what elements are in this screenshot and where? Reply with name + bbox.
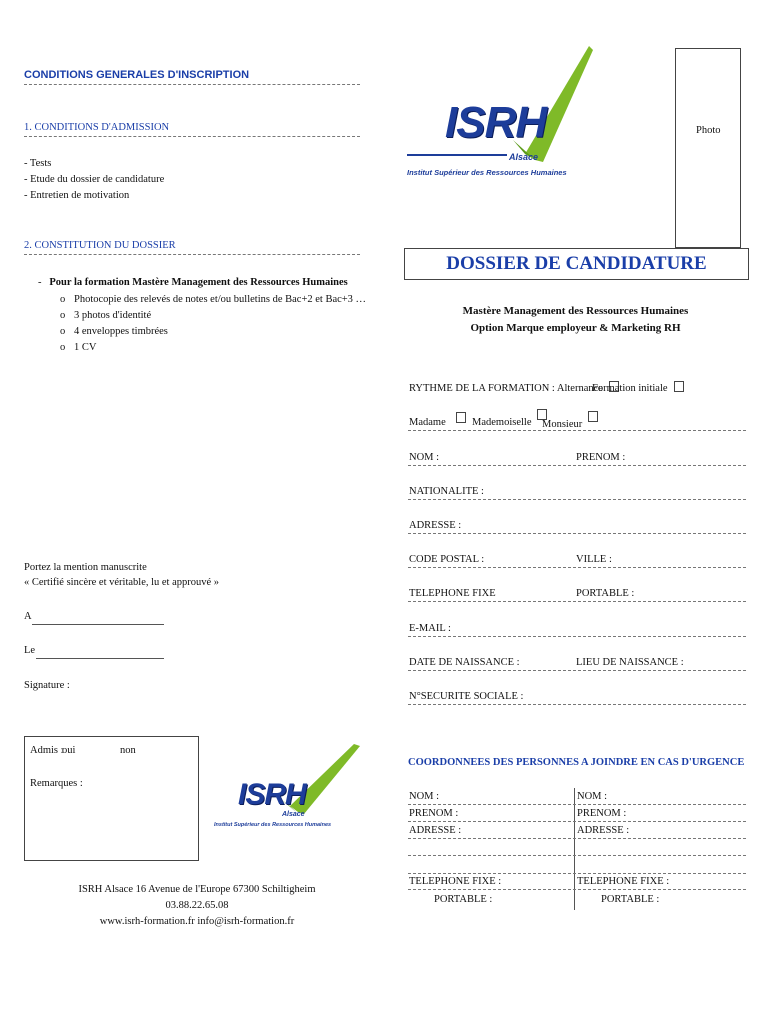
list-item: o 1 CV [60, 340, 366, 356]
dossier-title: DOSSIER DE CANDIDATURE [446, 253, 707, 274]
divider [24, 84, 360, 85]
securite-sociale-field[interactable] [408, 686, 746, 705]
urgence-nom-field[interactable] [408, 789, 746, 805]
urgence-adresse-line-3[interactable] [408, 858, 746, 874]
logo-subtitle: Institut Supérieur des Ressources Humaines [407, 168, 567, 177]
email-field[interactable] [408, 618, 746, 637]
footer [60, 882, 334, 930]
logo-name: ISRH [445, 98, 547, 147]
footer-address: ISRH Alsace 16 Avenue de l'Europe 67300 Schiltigheim [78, 884, 316, 895]
list-item: o 4 enveloppes timbrées [60, 324, 366, 340]
admission-title: 1. CONDITIONS D'ADMISSION [24, 122, 170, 133]
code-postal-field[interactable] [408, 549, 746, 568]
urgence-prenom-label-2: PRENOM : [577, 808, 627, 819]
logo-region: Alsace [509, 152, 539, 162]
date-naissance-label: DATE DE NAISSANCE : [409, 657, 520, 668]
formation-initiale-row [592, 381, 684, 394]
urgence-adresse-line-2[interactable] [408, 840, 746, 856]
photo-box[interactable] [675, 48, 741, 248]
le-label: Le [24, 645, 36, 656]
formation-initiale-checkbox[interactable] [674, 381, 684, 392]
mention-line: Portez la mention manuscrite [24, 562, 147, 573]
logo-name: ISRH [238, 778, 306, 811]
admis-oui: oui [62, 745, 76, 756]
admission-list [24, 156, 164, 204]
formation-label: Pour la formation Mastère Management des Ressources Humaines [49, 277, 348, 288]
urgence-adresse-field[interactable] [408, 823, 746, 839]
urgence-telephone-label-1: TELEPHONE FIXE : [409, 876, 502, 887]
signature-label: Signature : [24, 680, 70, 691]
le-field-line[interactable] [36, 658, 164, 659]
divider [24, 254, 360, 255]
list-item: - Tests [24, 158, 52, 169]
urgence-portable-label-1: PORTABLE : [434, 894, 493, 905]
dossier-title-box [404, 248, 749, 280]
code-postal-label: CODE POSTAL : [409, 554, 485, 565]
urgence-telephone-label-2: TELEPHONE FIXE : [577, 876, 670, 887]
email-label: E-MAIL : [409, 623, 451, 634]
rythme-label: RYTHME DE LA FORMATION : Alternance [409, 383, 603, 394]
a-label: A [24, 611, 32, 622]
footer-phone: 03.88.22.65.08 [165, 900, 229, 911]
prenom-label: PRENOM : [576, 452, 626, 463]
civility-row [408, 412, 746, 431]
logo-underline [407, 154, 507, 156]
urgence-nom-label-2: NOM : [577, 791, 608, 802]
monsieur-option [542, 411, 598, 430]
dash-bullet: - [38, 277, 50, 288]
isrh-logo [405, 44, 605, 184]
adresse-label: ADRESSE : [409, 520, 462, 531]
portable-label: PORTABLE : [576, 588, 635, 599]
logo-subtitle: Institut Supérieur des Ressources Humaines [214, 822, 332, 828]
list-item: o 3 photos d'identité [60, 308, 366, 324]
admis-label: Admis : [30, 745, 64, 756]
ville-label: VILLE : [576, 554, 612, 565]
logo-region: Alsace [282, 811, 305, 818]
madame-checkbox[interactable] [456, 412, 466, 423]
divider [24, 136, 360, 137]
urgence-title: COORDONNEES DES PERSONNES A JOINDRE EN CAS D'URGENCE [408, 757, 745, 768]
a-field-line[interactable] [32, 624, 164, 625]
formation-initiale-label: Formation initiale [592, 383, 668, 394]
conditions-title: CONDITIONS GENERALES D'INSCRIPTION [24, 69, 250, 81]
mention-block [24, 560, 219, 590]
madame-label: Madame [409, 417, 446, 428]
constitution-title: 2. CONSTITUTION DU DOSSIER [24, 240, 176, 251]
formation-line [38, 277, 348, 288]
lieu-naissance-label: LIEU DE NAISSANCE : [576, 657, 684, 668]
telephone-field[interactable] [408, 583, 746, 602]
documents-list [60, 292, 366, 356]
mademoiselle-label: Mademoiselle [472, 417, 532, 428]
urgence-telephone-field[interactable] [408, 874, 746, 890]
program-line: Mastère Management des Ressources Humaines [462, 305, 689, 317]
list-item: - Etude du dossier de candidature [24, 174, 165, 185]
nom-label: NOM : [409, 452, 440, 463]
admin-box [24, 736, 199, 861]
remarques-label: Remarques : [30, 778, 83, 789]
footer-web: www.isrh-formation.fr info@isrh-formation.fr [99, 916, 295, 927]
urgence-prenom-field[interactable] [408, 806, 746, 822]
telephone-label: TELEPHONE FIXE [409, 588, 496, 599]
rythme-row [409, 381, 619, 394]
urgence-adresse-label-2: ADRESSE : [577, 825, 630, 836]
program-line: Option Marque employeur & Marketing RH [470, 322, 681, 334]
urgence-prenom-label-1: PRENOM : [409, 808, 459, 819]
program-block [404, 303, 747, 337]
admis-non: non [120, 745, 136, 756]
monsieur-checkbox[interactable] [588, 411, 598, 422]
urgence-portable-label-2: PORTABLE : [601, 894, 660, 905]
naissance-field[interactable] [408, 652, 746, 671]
monsieur-label: Monsieur [542, 419, 583, 430]
list-item: o Photocopie des relevés de notes et/ou bulletins de Bac+2 et Bac+3 … [60, 292, 366, 308]
nom-field[interactable] [408, 447, 746, 466]
adresse-field[interactable] [408, 515, 746, 534]
urgence-nom-label-1: NOM : [409, 791, 440, 802]
urgence-adresse-label-1: ADRESSE : [409, 825, 462, 836]
madame-option [409, 412, 466, 428]
nationalite-field[interactable] [408, 481, 746, 500]
securite-sociale-label: N°SECURITE SOCIALE : [409, 691, 524, 702]
list-item: - Entretien de motivation [24, 190, 130, 201]
mademoiselle-option [472, 409, 547, 428]
nationalite-label: NATIONALITE : [409, 486, 484, 497]
isrh-logo-small [212, 742, 362, 834]
mention-line: « Certifié sincère et véritable, lu et approuvé » [24, 577, 220, 588]
photo-label: Photo [696, 125, 721, 136]
